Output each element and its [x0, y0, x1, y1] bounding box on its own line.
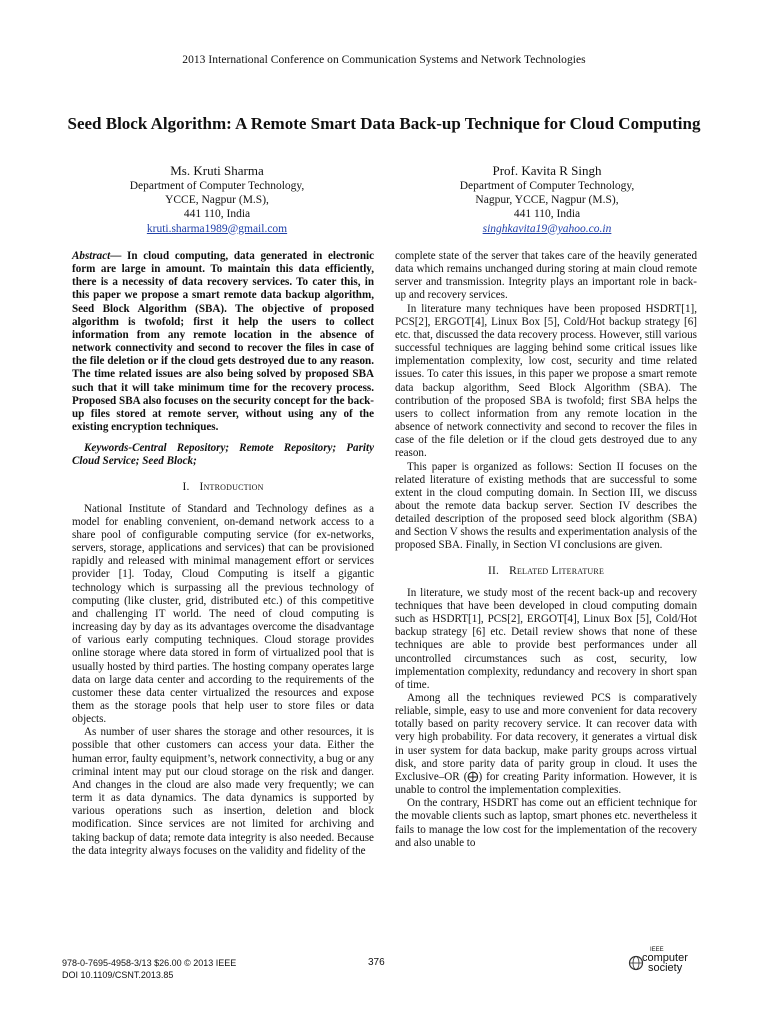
author-dept: Department of Computer Technology,	[129, 180, 305, 192]
footer-doi: DOI 10.1109/CSNT.2013.85	[62, 970, 174, 980]
paragraph: On the contrary, HSDRT has come out an efficient technique for the movable clients such as laptop, smart phones etc. nevertheless it fails to manage the low cost for the implementation of the recovery and also unable to	[395, 797, 697, 849]
footer-isbn: 978-0-7695-4958-3/13 $26.00 © 2013 IEEE	[62, 958, 237, 968]
paragraph: In literature many techniques have been proposed HSDRT[1], PCS[2], ERGOT[4], Linux Box [5], Cold/Hot backup strategy [6] etc. that, discussed the data recovery process. However, still various successful techniques are lagging behind some critical issues like implementation complexity, low cost, security and time related issues. To cater this issues, in this paper we propose a smart remote data backup algorithm, Seed Block Algorithm (SBA). The contribution of the proposed SBA is twofold; first SBA helps the users to collect information from any remote location in the absence of network connectivity and second to recover the files in case of the file deletion or if the cloud gets destroyed due to any reason.	[395, 302, 697, 460]
logo-society-text: society	[648, 962, 683, 974]
logo-computer-text: computer	[642, 952, 688, 964]
section-number: I.	[182, 480, 190, 493]
keywords: Keywords-Central Repository; Remote Repository; Parity Cloud Service; Seed Block;	[72, 442, 374, 468]
section-number: II.	[487, 564, 500, 577]
paragraph: As number of user shares the storage and other resources, it is possible that other customers can access your data. Either the human error, faulty equipment’s, network connectivity, a bug or any criminal intent may put our cloud storage on the risk and danger. And changes in the cloud are also made very frequently; we can term it as data dynamics. The data dynamics is supported by various operations such as insertion, deletion and block modification. Since services are not limited for archiving and taking backup of data; remote data integrity is also needed. Because the data integrity always focuses on the validity and fidelity of the	[72, 726, 374, 857]
page-number: 376	[368, 957, 385, 968]
abstract	[72, 250, 374, 434]
section-title: Related Literature	[509, 564, 605, 577]
author-email-link[interactable]: kruti.sharma1989@gmail.com	[146, 222, 288, 235]
footer-publication-info	[62, 957, 236, 981]
author-zip: 441 110, India	[513, 208, 581, 221]
paragraph: This paper is organized as follows: Section II focuses on the related literature of existing methods that are successful to some extent in the cloud computing domain. In Section III, we discuss about the remote data backup server. Section IV describes the detailed description of the proposed seed block algorithm (SBA) and Section V shows the results and experimentation analysis of the proposed SBA. Finally, in Section VI conclusions are given.	[395, 460, 697, 552]
author-block-2	[397, 163, 697, 236]
abstract-text: — In cloud computing, data generated in electronic form are large in amount. To maintain this data efficiently, there is a necessity of data recovery services. To cater this, in this paper we propose a smart remote data backup algorithm, Seed Block Algorithm (SBA). The objective of proposed algorithm is twofold; first it help the users to collect information from any remote location in the absence of network connectivity and second to recover the files in case of the file deletion or if the cloud gets destroyed due to any reason. The time related issues are also being solved by proposed SBA such that it will take minimum time for the recovery process. Proposed SBA also focuses on the security concept for the back-up files stored at remote server, without using any of the existing encryption techniques.	[72, 250, 374, 434]
ieee-computer-society-logo	[628, 947, 700, 979]
author-email-link[interactable]: singhkavita19@yahoo.co.in	[482, 222, 612, 235]
paragraph: Among all the techniques reviewed PCS is comparatively reliable, simple, easy to use and more convenient for data recovery totally based on parity recovery service. It can recover data with very high probability. For data recovery, it generates a virtual disk in user system for data backup, make parity groups across virtual disk, and store parity data of parity group in cloud. It uses the Exclusive–OR (⨁) for creating Parity information. However, it is unable to control the implementation complexities.	[395, 692, 697, 797]
paragraph: National Institute of Standard and Technology defines as a model for enabling convenient, on-demand network access to a share pool of configurable computing service (for ex-networks, servers, storage, applications and services) that can be provisioned rapidly and released with minimal management effort or services provider [1]. Today, Cloud Computing is itself a gigantic technology which is surpassing all the previous technology of computing (like cluster, grid, distributed etc.) of this competitive and challenging IT world. The need of cloud computing is increasing day by day as its advantages overcome the disadvantage of various early computing techniques. Cloud storage provides online storage where data stored in form of virtualized pool that is usually hosted by third parties. The hosting company operates large data on large data center and according to the requirements of the customer these data center virtualized the resources and expose them as the storage pools that help user to store files or data objects.	[72, 502, 374, 726]
left-column	[72, 250, 374, 858]
paper-title: Seed Block Algorithm: A Remote Smart Data Back-up Technique for Cloud Computing	[67, 114, 701, 133]
author-name: Ms. Kruti Sharma	[170, 163, 264, 178]
right-column	[395, 250, 697, 850]
section-heading-related-literature	[395, 565, 697, 578]
author-zip: 441 110, India	[183, 208, 251, 221]
section-title: Introduction	[199, 480, 264, 493]
author-block-1	[67, 163, 367, 236]
conference-header: 2013 International Conference on Communication Systems and Network Technologies	[182, 54, 586, 66]
logo-ieee-text: IEEE	[650, 947, 664, 953]
paragraph: In literature, we study most of the recent back-up and recovery techniques that have been developed in cloud computing domain such as HSDRT[1], PCS[2], ERGOT[4], Linux Box [5], Cold/Hot backup strategy [6] etc. Detail review shows that none of these techniques are able to provide best performances under all uncontrolled circumstances such as cost, security, low implementation complexity, redundancy and recovery in short span of time.	[395, 586, 697, 691]
author-institution: YCCE, Nagpur (M.S),	[165, 194, 269, 207]
abstract-label: Abstract	[72, 250, 111, 262]
author-dept: Department of Computer Technology,	[459, 180, 635, 192]
paragraph: complete state of the server that takes care of the heavily generated data which remains unchanged during storing at main cloud remote server and transmission. Integrity plays an important role in back-up and recovery services.	[395, 250, 697, 302]
author-name: Prof. Kavita R Singh	[492, 163, 602, 178]
section-heading-introduction	[72, 481, 374, 494]
author-institution: Nagpur, YCCE, Nagpur (M.S),	[475, 194, 619, 207]
